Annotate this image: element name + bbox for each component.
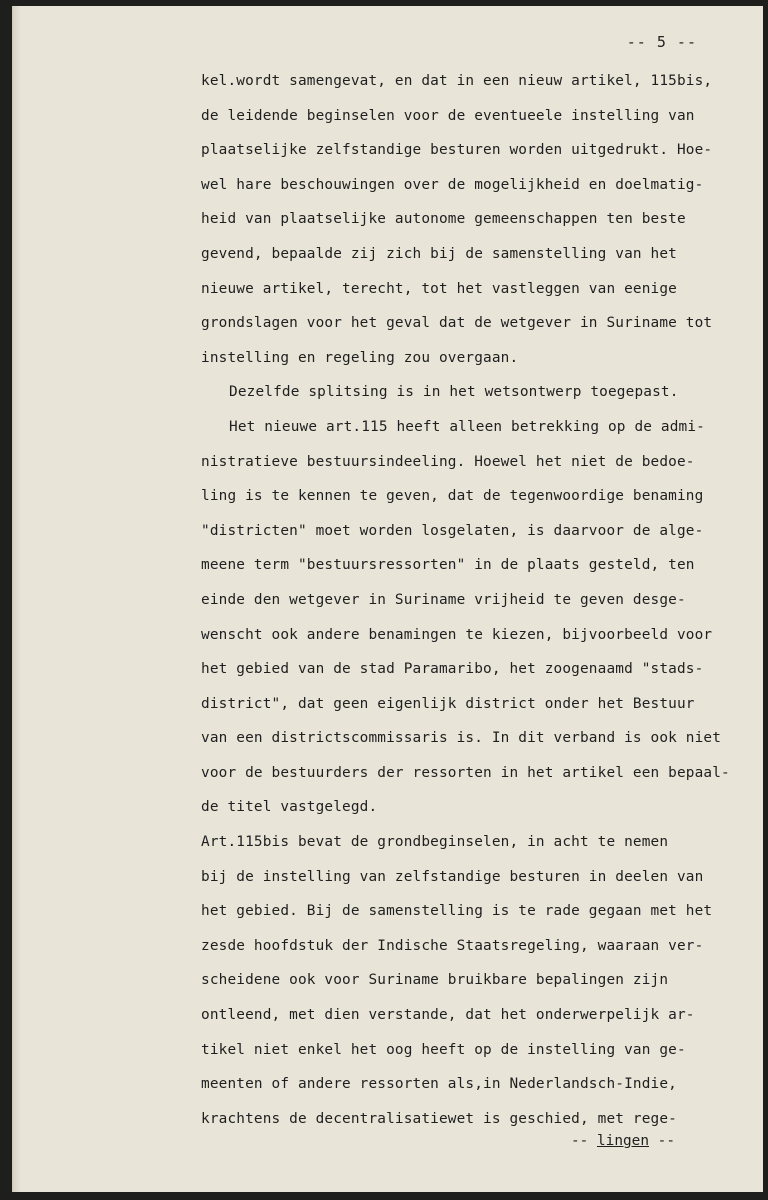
text-line: het gebied van de stad Paramaribo, het zoogenaamd "stads- — [201, 661, 704, 678]
text-line: scheidene ook voor Suriname bruikbare bepalingen zijn — [201, 972, 669, 989]
paragraph-start-line: Art.115bis bevat de grondbeginselen, in acht te nemen — [201, 834, 669, 851]
text-line: voor de bestuurders der ressorten in het artikel een bepaal- — [201, 764, 730, 781]
text-line: instelling en regeling zou overgaan. — [201, 349, 519, 366]
text-line: nistratieve bestuursindeeling. Hoewel het niet de bedoe- — [201, 453, 695, 470]
page-number: -- 5 -- — [626, 33, 697, 51]
text-line: de titel vastgelegd. — [201, 799, 378, 816]
text-line: plaatselijke zelfstandige besturen worden uitgedrukt. Hoe- — [201, 142, 713, 159]
text-line: de leidende beginselen voor de eventueele instelling van — [201, 107, 695, 124]
catchword-suffix: -- — [649, 1133, 675, 1149]
text-line: bij de instelling van zelfstandige besturen in deelen van — [201, 868, 704, 885]
text-line: gevend, bepaalde zij zich bij de samenstelling van het — [201, 245, 677, 262]
text-line: grondslagen voor het geval dat de wetgever in Suriname tot — [201, 315, 713, 332]
text-line: "districten" moet worden losgelaten, is daarvoor de alge- — [201, 522, 704, 539]
text-line: van een districtscommissaris is. In dit verband is ook niet — [201, 730, 722, 747]
text-line: wenscht ook andere benamingen te kiezen, bijvoorbeeld voor — [201, 626, 713, 643]
catchword-prefix: -- — [571, 1133, 598, 1149]
text-line: krachtens de decentralisatiewet is geschied, met rege- — [201, 1110, 677, 1127]
body-text — [201, 64, 741, 1136]
text-line: het gebied. Bij de samenstelling is te rade gegaan met het — [201, 903, 713, 920]
text-line: ling is te kennen te geven, dat de tegenwoordige benaming — [201, 488, 704, 505]
text-line: wel hare beschouwingen over de mogelijkheid en doelmatig- — [201, 176, 704, 193]
text-line: tikel niet enkel het oog heeft op de instelling van ge- — [201, 1041, 686, 1058]
text-line: meenten of andere ressorten als,in Nederlandsch-Indie, — [201, 1076, 677, 1093]
text-line: meene term "bestuursressorten" in de plaats gesteld, ten — [201, 557, 695, 574]
text-line: kel.wordt samengevat, en dat in een nieuw artikel, 115bis, — [201, 73, 713, 89]
catchword-word: lingen — [597, 1133, 649, 1149]
text-line: einde den wetgever in Suriname vrijheid te geven desge- — [201, 591, 686, 608]
paragraph-start-line: Het nieuwe art.115 heeft alleen betrekking op de admi- — [229, 418, 705, 435]
catchword — [571, 1133, 675, 1149]
document-page — [12, 6, 763, 1192]
text-line: heid van plaatselijke autonome gemeenschappen ten beste — [201, 211, 686, 228]
text-line: zesde hoofdstuk der Indische Staatsregeling, waaraan ver- — [201, 937, 704, 954]
paragraph-start-line: Dezelfde splitsing is in het wetsontwerp toegepast. — [229, 384, 679, 401]
page-gutter — [13, 6, 21, 1192]
text-line: nieuwe artikel, terecht, tot het vastleggen van eenige — [201, 280, 677, 297]
text-line: district", dat geen eigenlijk district onder het Bestuur — [201, 695, 695, 712]
text-line: ontleend, met dien verstande, dat het onderwerpelijk ar- — [201, 1007, 695, 1024]
